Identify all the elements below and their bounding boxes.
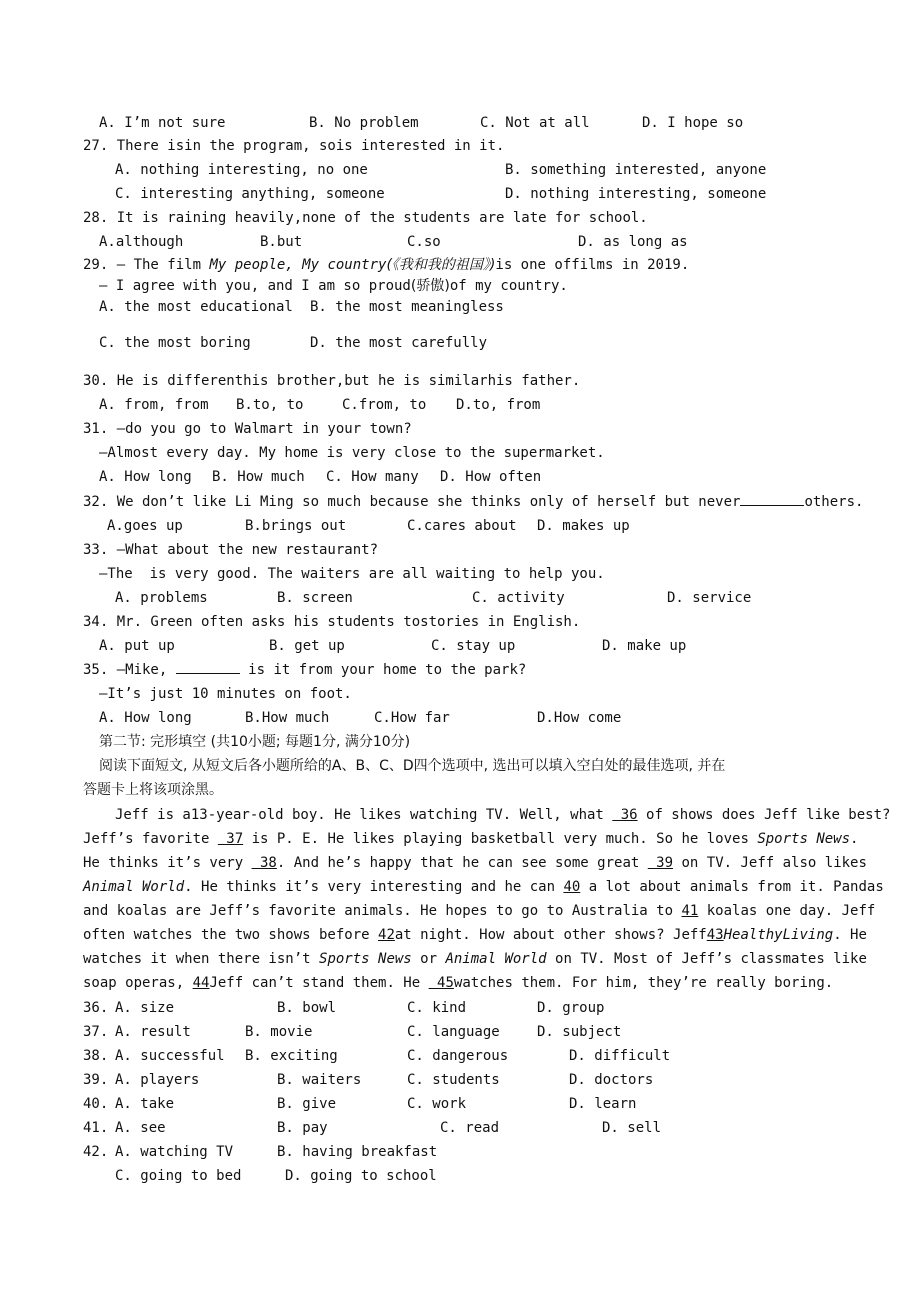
q29-option-a: A. the most educational [99, 299, 293, 315]
q42-option-c: C. going to bed [115, 1168, 242, 1184]
q27-stem: 27. There isin the program, sois interested in it. [83, 138, 505, 154]
blank-39: 39 [647, 855, 674, 871]
q34-option-c: C. stay up [431, 638, 516, 654]
q28-option-d: D. as long as [578, 234, 688, 250]
q31-line2: —Almost every day. My home is very close to the supermarket. [99, 445, 605, 461]
blank-41: 41 [681, 903, 699, 919]
q32-stem: 32. We don’t like Li Ming so much because she thinks only of herself but never others. [83, 494, 864, 510]
q28-option-b: B.but [260, 234, 303, 250]
q26-option-d: D. I hope so [642, 115, 744, 131]
q30-option-d: D.to, from [456, 397, 541, 413]
q31-option-a: A. How long [99, 469, 192, 485]
q36-option-a: A. size [115, 1000, 175, 1016]
q36-option-d: D. group [537, 1000, 605, 1016]
section-title: 第二节: 完形填空 (共10小题; 每题1分, 满分10分) [99, 734, 411, 750]
q31-option-d: D. How often [440, 469, 542, 485]
q37-number: 37. [83, 1024, 109, 1040]
q37-option-d: D. subject [537, 1024, 622, 1040]
q41-option-d: D. sell [602, 1120, 662, 1136]
q32-option-a: A.goes up [107, 518, 183, 534]
passage-line-3: He thinks it’s very 38. And he’s happy that he can see some great 39 on TV. Jeff also likes [83, 855, 867, 871]
q40-number: 40. [83, 1096, 109, 1112]
q28-option-c: C.so [407, 234, 441, 250]
q34-option-a: A. put up [99, 638, 175, 654]
q39-option-a: A. players [115, 1072, 200, 1088]
q39-option-b: B. waiters [277, 1072, 362, 1088]
q29-film-title: My people, My country [209, 257, 387, 273]
blank-40: 40 [563, 879, 581, 895]
q31-stem: 31. —do you go to Walmart in your town? [83, 421, 412, 437]
q38-option-b: B. exciting [245, 1048, 338, 1064]
q38-number: 38. [83, 1048, 109, 1064]
q35-option-a: A. How long [99, 710, 192, 726]
q32-option-b: B.brings out [245, 518, 347, 534]
q42-option-a: A. watching TV [115, 1144, 234, 1160]
q35-stem: 35. —Mike, is it from your home to the park? [83, 662, 527, 678]
q39-option-c: C. students [407, 1072, 500, 1088]
q33-line2: —The is very good. The waiters are all waiting to help you. [99, 566, 605, 582]
passage-line-6: often watches the two shows before 42at night. How about other shows? Jeff43HealthyLiving. He [83, 927, 867, 943]
q34-option-d: D. make up [602, 638, 687, 654]
q29-line2: — I agree with you, and I am so proud(骄傲)of my country. [99, 278, 568, 294]
q29-option-c: C. the most boring [99, 335, 251, 351]
blank-44: 44 [192, 975, 210, 991]
q30-option-a: A. from, from [99, 397, 209, 413]
q40-option-b: B. give [277, 1096, 337, 1112]
q28-stem: 28. It is raining heavily,none of the students are late for school. [83, 210, 648, 226]
blank-43: 43 [706, 927, 724, 943]
q37-option-b: B. movie [245, 1024, 313, 1040]
q27-option-d: D. nothing interesting, someone [505, 186, 767, 202]
show-healthy-living: HealthyLiving [723, 927, 834, 943]
q26-option-c: C. Not at all [480, 115, 590, 131]
blank-45: 45 [428, 975, 454, 991]
q37-option-c: C. language [407, 1024, 500, 1040]
q29-stem: 29. — The film My people, My country(《我和我的祖国》)is one offilms in 2019. [83, 257, 690, 273]
blank-42: 42 [378, 927, 395, 943]
show-animal-world: Animal World [83, 879, 185, 895]
passage-line-4: Animal World. He thinks it’s very interesting and he can 40 a lot about animals from it. Pandas [83, 879, 884, 895]
q30-option-c: C.from, to [342, 397, 427, 413]
q31-option-c: C. How many [326, 469, 419, 485]
q39-number: 39. [83, 1072, 109, 1088]
q32-option-d: D. makes up [537, 518, 630, 534]
q31-option-b: B. How much [212, 469, 305, 485]
q41-number: 41. [83, 1120, 109, 1136]
answer-blank [176, 661, 240, 674]
q41-option-b: B. pay [277, 1120, 328, 1136]
q27-option-a: A. nothing interesting, no one [115, 162, 368, 178]
q38-option-a: A. successful [115, 1048, 225, 1064]
q29-option-b: B. the most meaningless [310, 299, 504, 315]
q33-stem: 33. —What about the new restaurant? [83, 542, 379, 558]
q35-option-d: D.How come [537, 710, 622, 726]
answer-blank [740, 493, 804, 506]
q35-option-c: C.How far [374, 710, 450, 726]
section-instructions-cont: 答题卡上将该项涂黑。 [83, 782, 223, 798]
q30-option-b: B.to, to [236, 397, 304, 413]
q34-option-b: B. get up [269, 638, 345, 654]
q32-option-c: C.cares about [407, 518, 517, 534]
q30-stem: 30. He is differenthis brother,but he is similarhis father. [83, 373, 581, 389]
q41-option-a: A. see [115, 1120, 166, 1136]
q28-option-a: A.although [99, 234, 184, 250]
q35-option-b: B.How much [245, 710, 330, 726]
q40-option-d: D. learn [569, 1096, 637, 1112]
passage-line-8: soap operas, 44Jeff can’t stand them. He 45watches them. For him, they’re really boring. [83, 975, 834, 991]
blank-38: 38 [251, 855, 277, 871]
q37-option-a: A. result [115, 1024, 191, 1040]
q42-number: 42. [83, 1144, 109, 1160]
blank-36: 36 [612, 807, 638, 823]
passage-line-5: and koalas are Jeff’s favorite animals. He hopes to go to Australia to 41 koalas one day. Jeff [83, 903, 876, 919]
section-instructions: 阅读下面短文, 从短文后各小题所给的A、B、C、D四个选项中, 选出可以填入空白处的最佳选项, 并在 [99, 758, 726, 774]
q33-option-a: A. problems [115, 590, 208, 606]
q36-option-c: C. kind [407, 1000, 467, 1016]
q42-option-b: B. having breakfast [277, 1144, 438, 1160]
q34-stem: 34. Mr. Green often asks his students tostories in English. [83, 614, 581, 630]
q33-option-d: D. service [667, 590, 752, 606]
passage-line-1: Jeff is a13-year-old boy. He likes watching TV. Well, what 36 of shows does Jeff like best? [115, 807, 891, 823]
q35-line2: —It’s just 10 minutes on foot. [99, 686, 352, 702]
blank-37: 37 [217, 831, 244, 847]
q33-option-c: C. activity [472, 590, 565, 606]
q36-option-b: B. bowl [277, 1000, 337, 1016]
q39-option-d: D. doctors [569, 1072, 654, 1088]
q41-option-c: C. read [440, 1120, 500, 1136]
show-sports-news: Sports News [757, 831, 851, 847]
passage-line-7: watches it when there isn’t Sports News or Animal World on TV. Most of Jeff’s classmates like [83, 951, 867, 967]
passage-line-2: Jeff’s favorite 37 is P. E. He likes playing basketball very much. So he loves Sports News. [83, 831, 859, 847]
q38-option-c: C. dangerous [407, 1048, 509, 1064]
q40-option-a: A. take [115, 1096, 175, 1112]
q40-option-c: C. work [407, 1096, 467, 1112]
q42-option-d: D. going to school [285, 1168, 437, 1184]
q38-option-d: D. difficult [569, 1048, 671, 1064]
q33-option-b: B. screen [277, 590, 353, 606]
q26-option-b: B. No problem [309, 115, 419, 131]
q29-film-cn: (《我和我的祖国》) [386, 257, 496, 273]
q29-option-d: D. the most carefully [310, 335, 488, 351]
q26-option-a: A. I’m not sure [99, 115, 226, 131]
q27-option-c: C. interesting anything, someone [115, 186, 385, 202]
q27-option-b: B. something interested, anyone [505, 162, 767, 178]
q36-number: 36. [83, 1000, 109, 1016]
